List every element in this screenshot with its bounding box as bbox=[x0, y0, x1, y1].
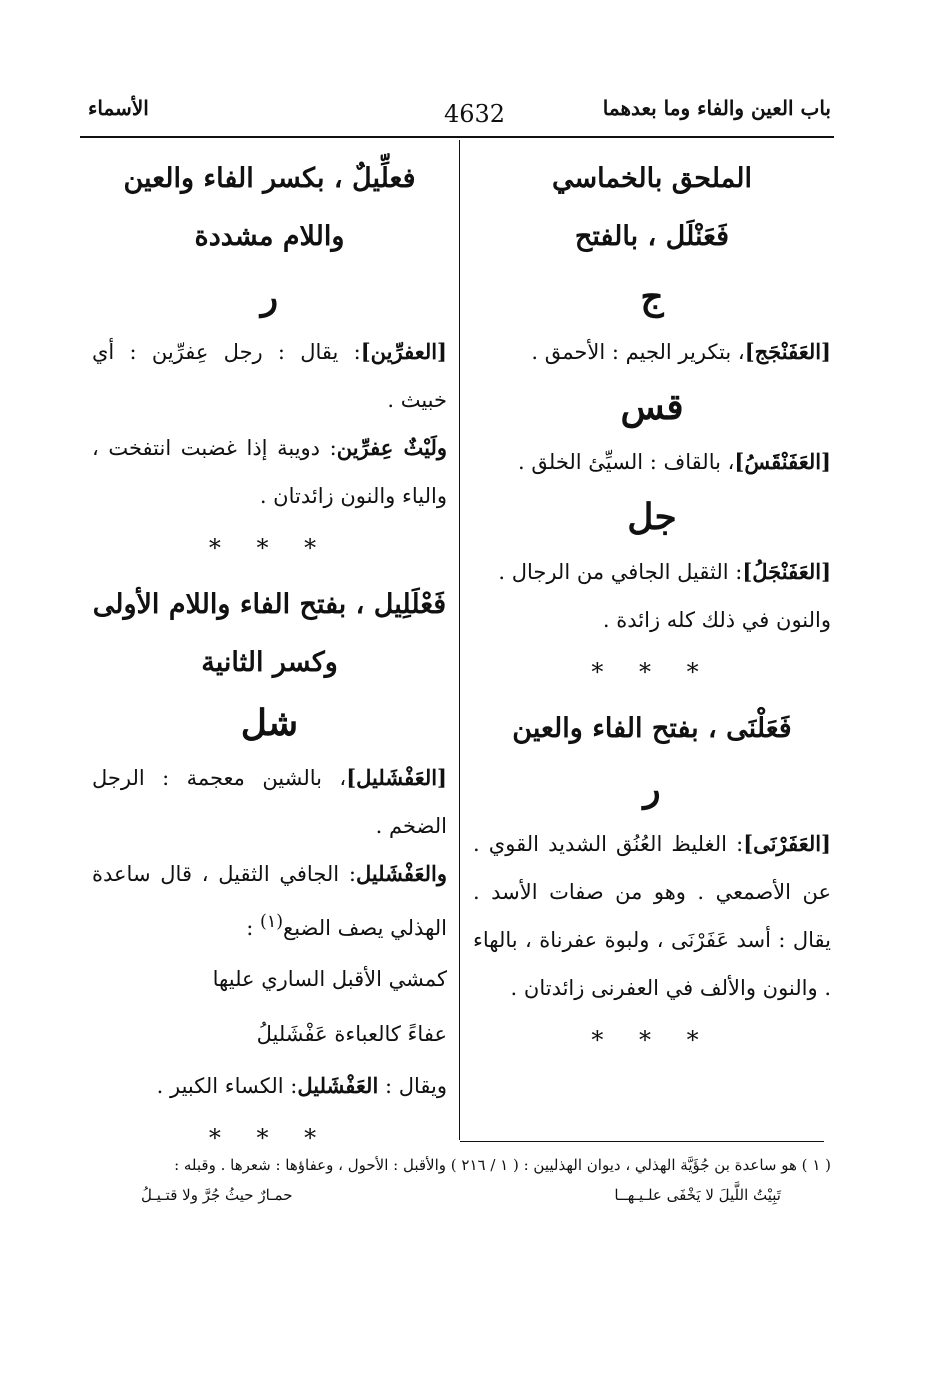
root-j: ج bbox=[640, 276, 664, 318]
footnote-rule bbox=[460, 1141, 824, 1142]
entry-definition: ، بالقاف : السيِّئ الخلق . bbox=[518, 450, 735, 474]
separator-stars: * * * bbox=[208, 1124, 331, 1152]
entry-definition: ، بتكرير الجيم : الأحمق . bbox=[531, 340, 745, 364]
left-column bbox=[92, 150, 447, 1166]
root-jl: جل bbox=[627, 496, 677, 538]
header-rule bbox=[80, 136, 834, 138]
entry-definition: : دويبة إذا غضبت انتفخت ، والياء والنون زائدتان . bbox=[92, 436, 447, 508]
heading-mulhaq: الملحق بالخماسي bbox=[552, 163, 752, 194]
footnote-text: ( ١ ) هو ساعدة بن جُؤَيَّة الهذلي ، ديوان الهذليين : ( ١ / ٢١٦ ) والأقبل : الأحول ، وعفاؤها : شعرها . وقبله : bbox=[174, 1156, 831, 1174]
column-divider bbox=[459, 140, 460, 1140]
verse-line-1: كمشي الأقبل الساري عليها bbox=[212, 967, 447, 991]
entry-definition: : الغليظ العُنُق الشديد القوي . عن الأصمعي . وهو من صفات الأسد . يقال : أسد عَفَرْنَى ، ولبوة عفرناة ، بالهاء . والنون والألف في العفرنى زائدتان . bbox=[473, 832, 831, 1000]
footnote-ref[interactable]: (١) bbox=[259, 912, 284, 932]
entry-colon: : bbox=[246, 916, 254, 940]
heading-fanlal: فَعَنْلَل ، بالفتح bbox=[574, 221, 730, 252]
separator-stars: * * * bbox=[591, 1026, 713, 1054]
heading-fillil: فعلِّيلٌ ، بكسر الفاء والعين bbox=[123, 163, 416, 194]
entry-afarna bbox=[473, 820, 831, 1012]
entry-headword: ولَيْثٌ عِفرِّين bbox=[336, 435, 447, 460]
entry-note: والنون في ذلك كله زائدة . bbox=[602, 608, 831, 632]
footnote-verse-a: تَبِيْتُ اللَّيلَ لا يَخْفَى علـيـهــا bbox=[614, 1186, 781, 1204]
separator-stars: * * * bbox=[591, 658, 713, 686]
separator-stars: * * * bbox=[208, 534, 331, 562]
right-column bbox=[473, 150, 831, 1068]
entry-afshalil-3 bbox=[92, 1062, 447, 1110]
entry-definition: : الجافي الثقيل ، قال ساعدة الهذلي يصف الضبع bbox=[92, 862, 447, 940]
entry-definition: ، بالشين معجمة : الرجل الضخم . bbox=[92, 766, 447, 838]
section-title: الأسماء bbox=[88, 96, 149, 120]
entry-afshalil bbox=[92, 754, 447, 850]
root-r: ر bbox=[260, 276, 279, 318]
page-number: 4632 bbox=[443, 100, 506, 128]
entry-headword: والعَفْشَليل bbox=[355, 861, 447, 886]
entry-headword: [العَفَنْجَلُ] bbox=[742, 559, 831, 584]
entry-headword: [العَفَنْجَج] bbox=[744, 339, 831, 364]
chapter-title: باب العين والفاء وما بعدهما bbox=[602, 96, 831, 120]
root-shl: شل bbox=[240, 702, 299, 744]
entry-afshalil-2 bbox=[92, 850, 447, 952]
entry-layth-ifrrin bbox=[92, 424, 447, 520]
footnote-verse-b: حمـارٌ حيثُ جُرَّ ولا قتـيـلُ bbox=[141, 1186, 293, 1204]
heading-fillil-cont: واللام مشددة bbox=[194, 221, 345, 252]
entry-afanjaj bbox=[473, 328, 831, 376]
entry-definition: : الكساء الكبير . bbox=[156, 1074, 298, 1098]
entry-headword: العَفْشَليل bbox=[297, 1073, 379, 1098]
heading-falna: فَعَلْنَى ، بفتح الفاء والعين bbox=[512, 713, 792, 744]
entry-afanqas bbox=[473, 438, 831, 486]
entry-headword: [العفرِّين] bbox=[360, 339, 447, 364]
verse-line-2: عفاءً كالعباءة عَفْشَليلُ bbox=[256, 1022, 447, 1046]
root-qs: قس bbox=[620, 386, 684, 428]
entry-definition: : يقال : رجل عِفرِّين : أي خبيث . bbox=[92, 340, 447, 412]
entry-definition: : الثقيل الجافي من الرجال . bbox=[498, 560, 743, 584]
root-r: ر bbox=[643, 768, 661, 810]
heading-falalil: فَعْلَلِيل ، بفتح الفاء واللام الأولى bbox=[92, 589, 447, 620]
entry-afanjal bbox=[473, 548, 831, 596]
entry-prefix: ويقال : bbox=[384, 1074, 447, 1098]
entry-headword: [العَفَنْقَسُ] bbox=[734, 449, 831, 474]
entry-headword: [العَفْشَليل] bbox=[346, 765, 447, 790]
heading-falalil-cont: وكسر الثانية bbox=[201, 647, 338, 678]
entry-ifrrin bbox=[92, 328, 447, 424]
footnote-verse bbox=[141, 1180, 781, 1210]
entry-headword: [العَفَرْنَى] bbox=[743, 831, 831, 856]
